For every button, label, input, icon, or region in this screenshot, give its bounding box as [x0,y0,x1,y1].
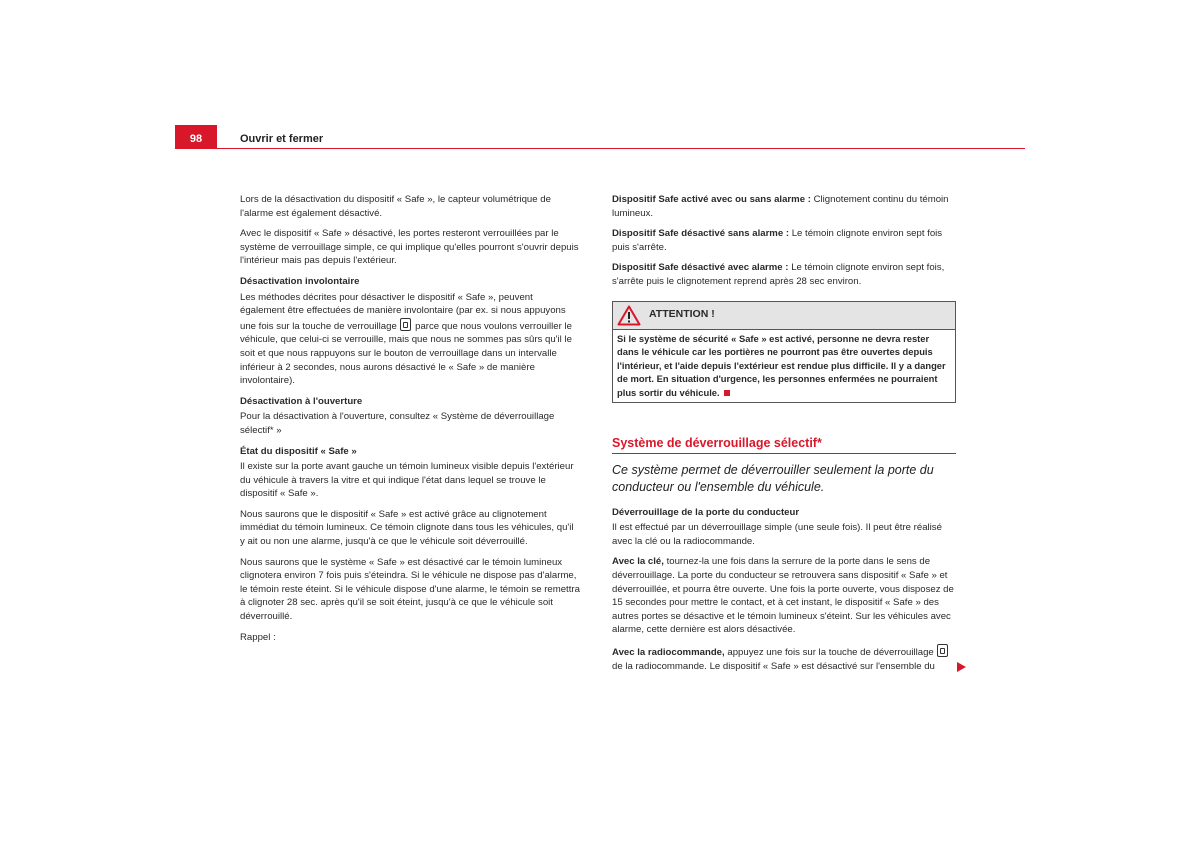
section-lead: Ce système permet de déverrouiller seulement la porte du conducteur ou l'ensemble du véhicule. [612,462,934,494]
paragraph: Nous saurons que le dispositif « Safe » est activé grâce au clignotement immédiat du témoin lumineux. Ce témoin clignote dans tous les véhicules, qu'il y ait ou non une alarme, jusqu'à ce que le véhicule soit déverrouillé. [240,508,574,548]
lock-key-icon [400,318,411,331]
paragraph: Avec la radiocommande, appuyez une fois sur la touche de déverrouillage de la radiocommande. Le dispositif « Safe » est désactivé sur l'ensemble du [612,644,956,673]
paragraph: Il est effectué par un déverrouillage simple (une seule fois). Il peut être réalisé avec la clé ou la radiocommande. [612,522,942,547]
subheading: Désactivation à l'ouverture [240,395,363,407]
warning-header [613,302,955,330]
section-title: Système de déverrouillage sélectif* [612,437,956,454]
paragraph: Lors de la désactivation du dispositif « Safe », le capteur volumétrique de l'alarme est également désactivé. [240,194,551,219]
right-column [612,193,956,680]
warning-triangle-icon [617,305,641,326]
paragraph: Avec le dispositif « Safe » désactivé, les portes resteront verrouillées par le système de verrouillage simple, ce qui implique qu'elles pourront s'ouvrir depuis l'intérieur mais pas depuis l'extérieur. [240,228,579,267]
continue-arrow-icon [957,662,966,672]
warning-box [612,301,956,404]
subheading: Désactivation involontaire [240,275,360,287]
chapter-title: Ouvrir et fermer [240,133,324,145]
left-column [240,193,580,651]
paragraph: Avec la clé, tournez-la une fois dans la serrure de la porte dans le sens de déverrouillage. La porte du conducteur se retrouvera sans dispositif « Safe » et déverrouillée, et pourra être ouverte. Une fois la porte ouverte, vous disposez de 15 secondes pour mettre le contact, et à cet instant, le dispositif « Safe » des autres portes se désactive et le témoin lumineux s'éteint. Sur les véhicules avec alarme, cette dernière est alors désactivée. [612,556,954,636]
subheading: Déverrouillage de la porte du conducteur [612,506,800,518]
paragraph: Il existe sur la porte avant gauche un témoin lumineux visible depuis l'extérieur du véhicule à travers la vitre et qui indique l'état dans lequel se trouve le dispositif « Safe ». [240,461,574,500]
paragraph: Les méthodes décrites pour désactiver le dispositif « Safe », peuvent également être effectuées de manière involontaire (par ex. si nous appuyons une fois sur la touche de verrouillage parce que nous voulons verrouiller le véhicule, que celui-ci se verrouille, mais que nous ne sommes pas sûrs qu'il le soit et que nous rappuyons sur le bouton de verrouillage dans un intervalle inférieur à 2 secondes, nous aurons désactivé le « Safe » de manière involontaire). [240,291,572,387]
paragraph: Pour la désactivation à l'ouverture, consultez « Système de déverrouillage sélectif* » [240,411,555,436]
warning-title: ATTENTION ! [649,308,715,321]
paragraph: Dispositif Safe activé avec ou sans alarme : Clignotement continu du témoin lumineux. [612,194,949,219]
warning-text: Si le système de sécurité « Safe » est activé, personne ne devra rester dans le véhicule car les portières ne pourront pas être ouvertes depuis l'intérieur, et l'aide depuis l'extérieur est rendue plus difficile. Il y a danger de mort. En situation d'urgence, les personnes enfermées ne pourraient plus sortir du véhicule. [617,332,946,398]
paragraph: Dispositif Safe désactivé avec alarme : Le témoin clignote environ sept fois, s'arrête puis le clignotement reprend après 28 sec environ. [612,262,945,287]
paragraph: Nous saurons que le système « Safe » est désactivé car le témoin lumineux clignotera environ 7 fois puis s'éteindra. Si le véhicule ne dispose pas d'alarme, le témoin reste éteint. Si le véhicule dispose d'une alarme, le témoin se remettra à clignoter 28 sec. après qu'il se soit éteint, jusqu'à ce que le véhicule soit déverrouillé. [240,556,580,623]
paragraph: Dispositif Safe désactivé sans alarme : Le témoin clignote environ sept fois puis s'arrête. [612,228,943,253]
subheading: État du dispositif « Safe » [240,445,357,457]
end-marker-icon [724,390,730,396]
page-number: 98 [175,125,217,148]
paragraph: Rappel : [240,631,276,643]
unlock-key-icon [937,644,948,657]
header-rule [175,148,1025,149]
